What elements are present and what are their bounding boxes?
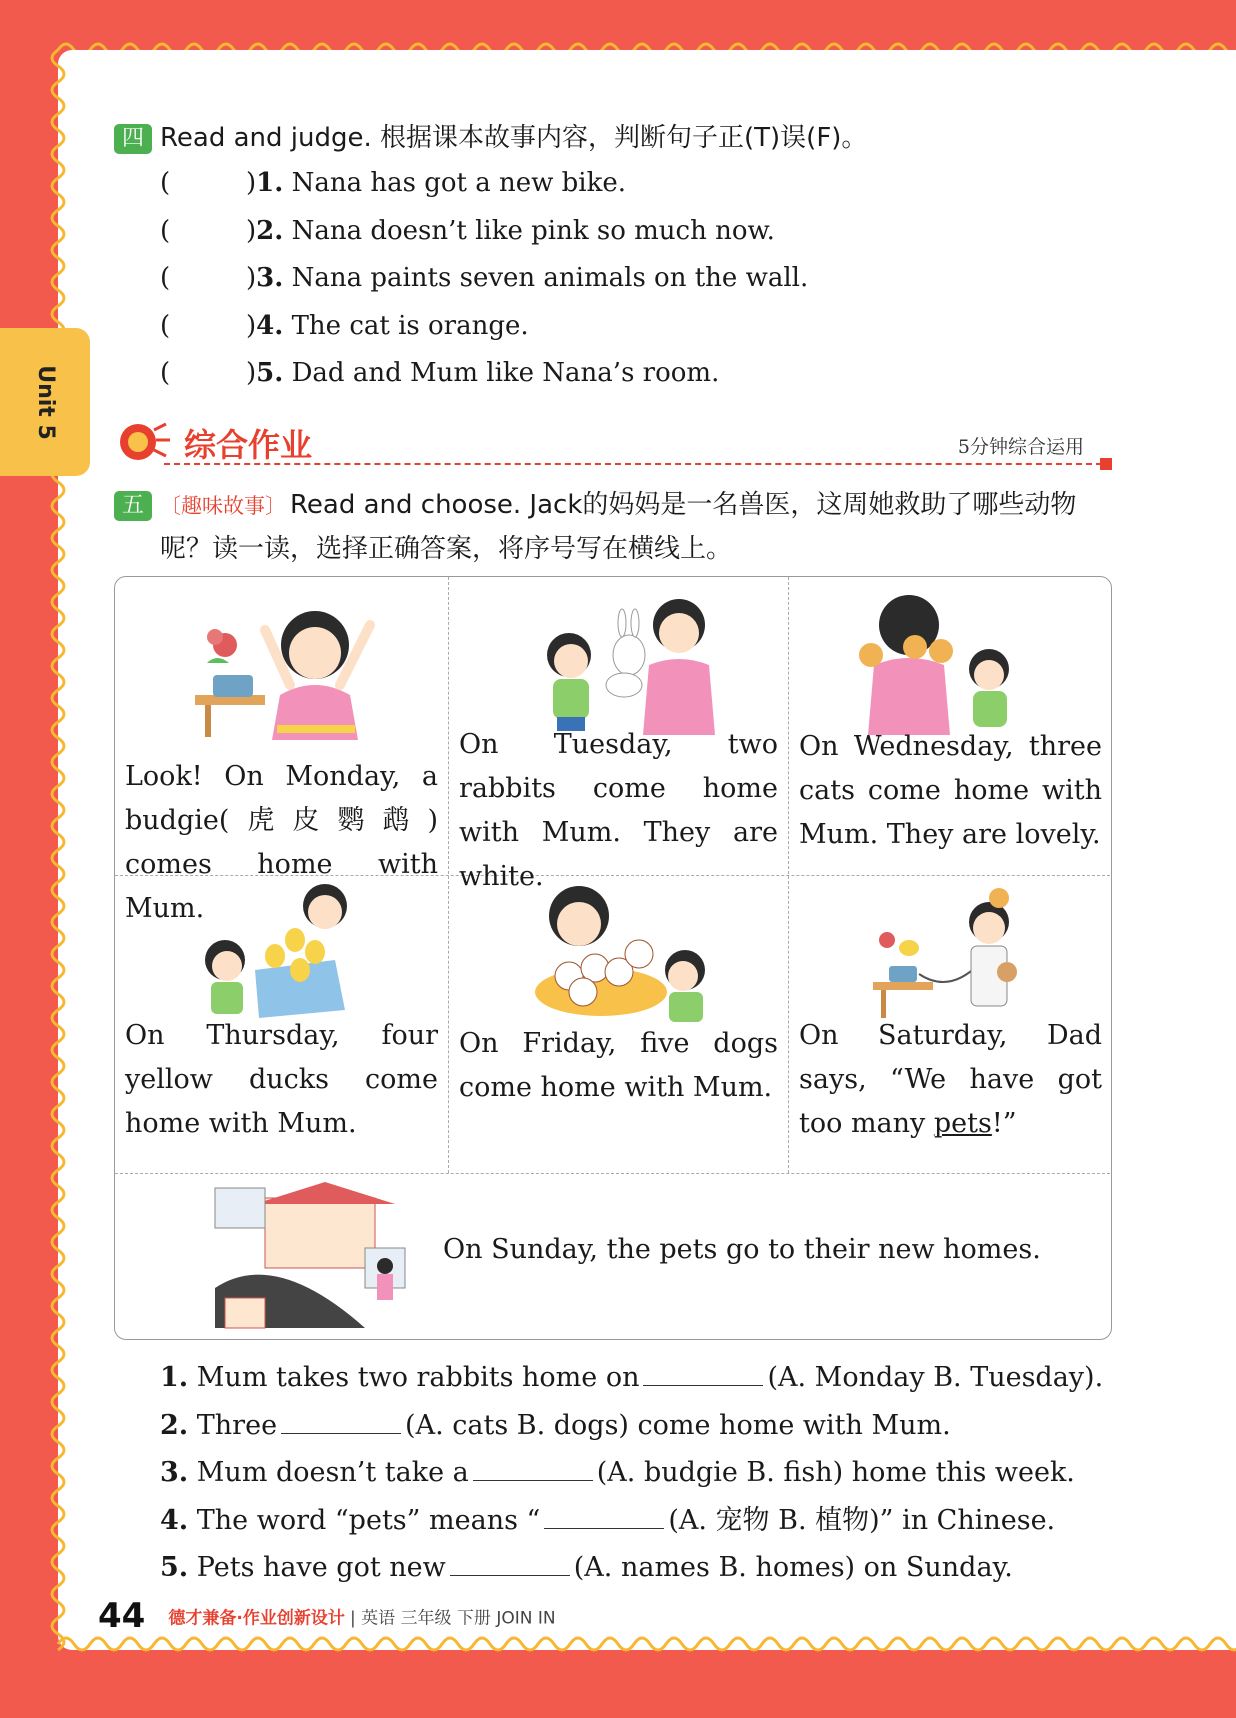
- judge-item: ( )5. Dad and Mum like Nana’s room.: [160, 350, 808, 398]
- pets-new-homes-illustration: [215, 1178, 415, 1334]
- dashed-divider: [164, 463, 1112, 465]
- question-item: 3. Mum doesn’t take a (A. budgie B. fish) home this week.: [160, 1457, 1075, 1488]
- answer-paren[interactable]: (: [160, 263, 171, 293]
- homework-header: [114, 416, 1112, 466]
- divider-end-marker: [1100, 458, 1112, 470]
- wavy-border-left: [44, 50, 72, 1650]
- story-text-thursday: On Thursday, four yellow ducks come home with Mum.: [125, 1020, 438, 1139]
- mum-with-dogs-illustration: [509, 880, 719, 1030]
- unit-tab-label: Unit 5: [32, 364, 58, 440]
- mum-with-rabbits-illustration: [529, 585, 729, 735]
- question-list: [160, 1354, 1103, 1592]
- section5-title-line2: 呢？读一读，选择正确答案，将序号写在横线上。: [160, 534, 733, 564]
- story-cell-tuesday: [449, 577, 788, 892]
- answer-blank[interactable]: [281, 1433, 401, 1434]
- story-cell-saturday: [789, 876, 1112, 1173]
- alarm-bell-icon: [114, 416, 174, 466]
- answer-paren[interactable]: (: [160, 358, 171, 388]
- question-item: 1. Mum takes two rabbits home on (A. Monday B. Tuesday).: [160, 1362, 1104, 1393]
- page-footer: [98, 1596, 556, 1636]
- word-pets-underlined: pets: [933, 1108, 992, 1139]
- answer-blank[interactable]: [544, 1528, 664, 1529]
- homework-subtitle: 5分钟综合运用: [957, 436, 1084, 458]
- page-number: 44: [98, 1596, 146, 1636]
- answer-paren[interactable]: (: [160, 168, 171, 198]
- section5-title-line1: Read and choose. Jack的妈妈是一名兽医，这周她救助了哪些动物: [290, 490, 1077, 520]
- question-item: 2. Three (A. cats B. dogs) come home with Mum.: [160, 1409, 951, 1441]
- answer-blank[interactable]: [450, 1575, 570, 1576]
- footer-book-info: | 英语 三年级 下册 JOIN IN: [349, 1608, 556, 1629]
- section4-badge: 四: [114, 124, 152, 154]
- answer-blank[interactable]: [643, 1385, 763, 1386]
- story-cell-monday: [115, 577, 448, 924]
- answer-paren[interactable]: (: [160, 215, 171, 246]
- judge-list: [160, 160, 808, 398]
- unit-tab: [0, 328, 90, 476]
- mum-with-cats-illustration: [849, 585, 1039, 735]
- question-item: 5. Pets have got new (A. names B. homes) on Sunday.: [160, 1552, 1013, 1583]
- mum-with-ducks-illustration: [195, 880, 365, 1020]
- judge-item: ( )3. Nana paints seven animals on the wall.: [160, 255, 808, 303]
- story-text-friday: On Friday, five dogs come home with Mum.: [459, 1028, 778, 1103]
- homework-title: 综合作业: [184, 426, 313, 464]
- story-text-monday: Look! On Monday, a budgie(虎皮鹦鹉) comes home with Mum.: [125, 761, 438, 924]
- footer-brand: 德才兼备·作业创新设计: [168, 1608, 345, 1629]
- story-cell-wednesday: [789, 577, 1112, 875]
- answer-paren[interactable]: (: [160, 310, 171, 341]
- answer-blank[interactable]: [473, 1480, 593, 1481]
- story-text-wednesday: On Wednesday, three cats come home with Mum. They are lovely.: [799, 731, 1102, 850]
- story-text-tuesday: On Tuesday, two rabbits come home with Mum. They are white.: [459, 729, 778, 892]
- story-cell-thursday: [115, 876, 448, 1173]
- judge-item: ( )1. Nana has got a new bike.: [160, 160, 808, 208]
- section5-tag: 〔趣味故事〕: [160, 494, 286, 518]
- mum-with-budgie-illustration: [185, 585, 385, 745]
- story-cell-friday: [449, 876, 788, 1173]
- section5-heading: [114, 484, 1076, 521]
- story-box: [114, 576, 1112, 1340]
- story-text-sunday: On Sunday, the pets go to their new homes.: [443, 1234, 1041, 1265]
- dad-on-phone-illustration: [869, 882, 1039, 1022]
- section4-title: Read and judge. 根据课本故事内容，判断句子正(T)误(F)。: [160, 123, 868, 153]
- question-item: 4. The word “pets” means “ (A. 宠物 B. 植物)” in Chinese.: [160, 1504, 1056, 1536]
- story-text-saturday: On Saturday, Dad says, “We have got too many pets!”: [799, 1020, 1102, 1139]
- story-cell-sunday: [115, 1174, 1112, 1340]
- section4-heading: [114, 117, 867, 154]
- judge-item: ( )4. The cat is orange.: [160, 303, 808, 351]
- judge-item: ( )2. Nana doesn’t like pink so much now.: [160, 208, 808, 256]
- section5-badge: 五: [114, 491, 152, 521]
